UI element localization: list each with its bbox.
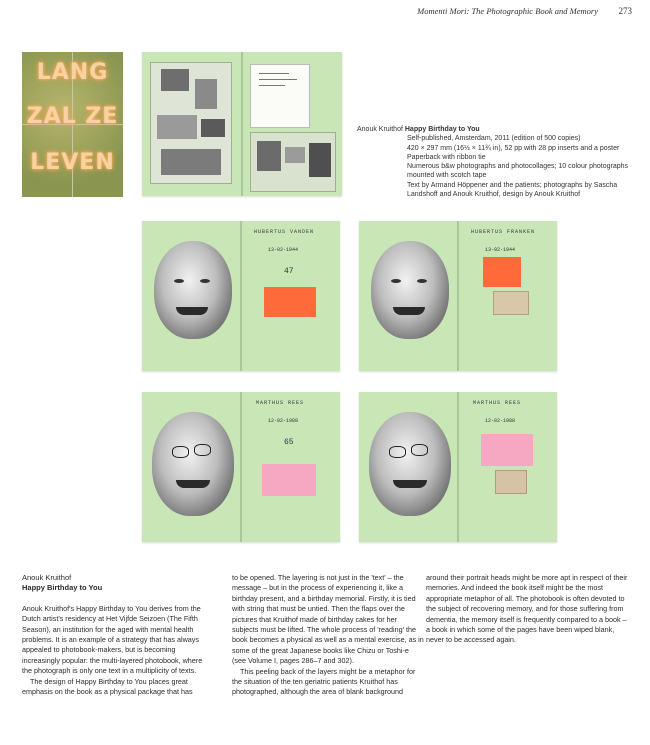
article-paragraph: This peeling back of the layers might be a metaphor for the situation of the ten geriatric patients Kruithof has photographed, although the area of blank background	[232, 666, 416, 697]
article-column-2	[232, 573, 424, 698]
spread-portrait	[359, 221, 557, 371]
pink-sticky-note	[262, 464, 316, 496]
cake-photo	[495, 470, 527, 494]
spread-stamp-number: 65	[284, 438, 294, 447]
article-paragraph: Anouk Kruithof's Happy Birthday to You derives from the Dutch artist's residency at Het Vijfde Seizoen (The Fifth Season), an institution for the aged with mental health problems. It is an example of a strategy that has always appealed to photobook-makers, but is becoming increasingly popular: the multi-layered photobook, where the photograph is only one text in a multiplicity of texts.	[22, 603, 203, 676]
photo-collage-left	[150, 62, 232, 184]
spread-photo-collage	[142, 52, 342, 196]
book-caption	[357, 125, 637, 199]
spread-portrait	[142, 392, 340, 542]
spread-stamp-date: 13-02-1944	[485, 247, 516, 253]
article-author: Anouk Kruithof	[22, 573, 72, 582]
spread-stamp-date: 12-02-1988	[268, 418, 299, 424]
page-number: 273	[618, 6, 632, 16]
article-title: Happy Birthday to You	[22, 583, 103, 593]
typed-letter	[250, 64, 310, 128]
portrait-face	[152, 412, 234, 516]
caption-line: Self-published, Amsterdam, 2011 (edition of 500 copies)	[407, 135, 581, 143]
orange-sticky-note	[264, 287, 316, 317]
portrait-face	[371, 241, 449, 339]
cover-word: LANG	[36, 60, 109, 85]
spread-portrait	[142, 221, 340, 371]
spread-gutter	[240, 392, 242, 542]
spread-stamp-title: MARTHUS REES	[473, 400, 522, 406]
spread-portrait	[359, 392, 557, 542]
spread-gutter	[241, 52, 243, 196]
cover-word: ZAL ZE	[26, 104, 119, 129]
running-title: Momenti Mori: The Photographic Book and Memory	[417, 6, 598, 16]
caption-line: Numerous b&w photographs and photocollages; 10 colour photographs mounted with scotch tape	[407, 163, 629, 180]
article-paragraph: The design of Happy Birthday to You places great emphasis on the book as a physical package that has	[22, 676, 193, 697]
portrait-face	[369, 412, 451, 516]
spread-gutter	[457, 392, 459, 542]
caption-line: Paperback with ribbon tie	[407, 153, 486, 161]
spread-stamp-number: 47	[284, 267, 294, 276]
cake-photo	[493, 291, 529, 315]
pink-sticky-note	[481, 434, 533, 466]
spread-stamp-date: 12-02-1988	[485, 418, 516, 424]
article-paragraph: to be opened. The layering is not just in the 'text' – the message – but in the process of experiencing it, like a birthday present, and a birthday memorial. Firstly, it is tied with string that must be untied. Then the flaps over the pictures that Kruithof made of birthday cakes for her subjects must be lifted. The whole process of 'reading' the book becomes a physical as well as a mental exercise, as in some of the great Japanese books like Chizu or Toshi-e (see Volume I, pages 286–7 and 302).	[232, 573, 424, 666]
spread-stamp-title: HUBERTUS FRANKEN	[471, 229, 536, 235]
article-column-3	[426, 573, 631, 646]
spread-stamp-date: 13-02-1944	[268, 247, 299, 253]
article-paragraph: around their portrait heads might be more apt in respect of their memories. And indeed the book itself might be the most appropriate metaphor of all. The photobook is often devoted to the subject of recovering memory, and for those suffering from dementia, the memory itself is frequently compared to a book – a book in which some of the pages have been wiped blank, never to be accessed again.	[426, 573, 628, 645]
book-cover-image	[22, 52, 123, 197]
spread-stamp-title: MARTHUS REES	[256, 400, 305, 406]
spread-gutter	[457, 221, 459, 371]
portrait-face	[154, 241, 232, 339]
spread-stamp-title: HUBERTUS VANDEN	[254, 229, 315, 235]
photo-collage-right	[250, 132, 336, 192]
spread-gutter	[240, 221, 242, 371]
caption-line: Text by Armand Höppener and the patients; photographs by Sascha Landshoff and Anouk Kruithof, design by Anouk Kruithof	[407, 181, 618, 199]
article-column-1	[22, 573, 214, 697]
orange-sticky-note	[483, 257, 521, 287]
caption-title: Happy Birthday to You	[404, 126, 480, 133]
cover-word: LEVEN	[30, 150, 115, 175]
caption-line: 420 × 297 mm (16½ × 11¾ in), 52 pp with 28 pp inserts and a poster	[407, 144, 620, 152]
caption-author: Anouk Kruithof	[357, 126, 403, 133]
